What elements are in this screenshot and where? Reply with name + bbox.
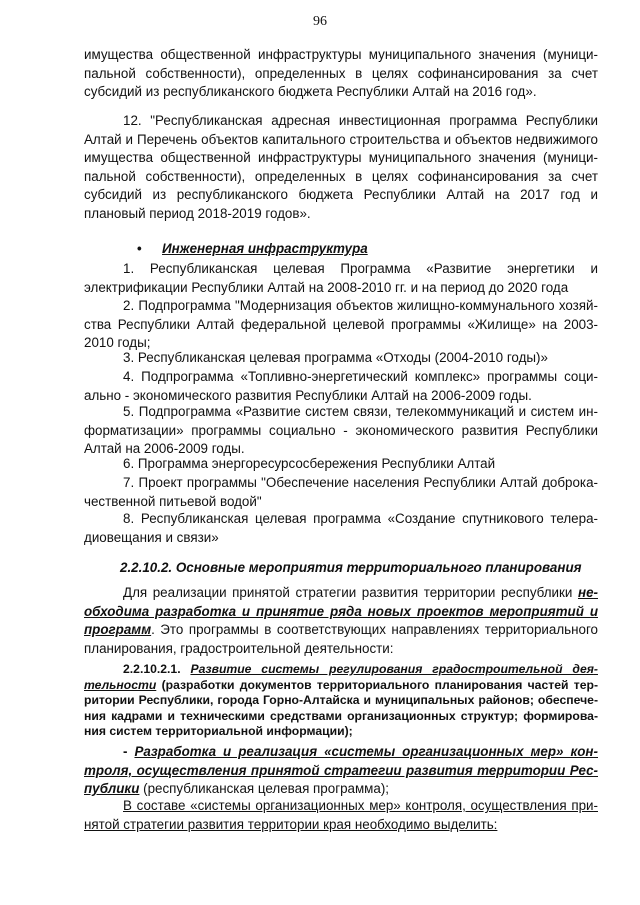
list-item-8: 8. Республиканская целевая программа «Создание спутникового телерадиовещания и связи» (84, 511, 598, 545)
section-heading-2-2-10-2: 2.2.10.2. Основные мероприятия территориального планирования (120, 560, 582, 575)
paragraph-last: В составе «системы организационных мер» контроля, осуществления принятой стратегии развития территории края необходимо выделить: (84, 798, 598, 832)
paragraph-2-2-10-2-1 (84, 662, 598, 740)
subsection-text: (разработки документов территориального планирования частей территории Республики, города Горно-Алтайска и муниципальных районов; обеспечения кадрами и техническими средствами организационных структур; формирования систем территориальной информации); (84, 677, 598, 739)
section-heading-engineering: Инженерная инфраструктура (162, 241, 368, 256)
page-number: 96 (313, 14, 327, 29)
development-emphasis: Разработка и реализация «системы организационных мер» контроля, осуществления принятой стратегии развития территории Республики (84, 744, 598, 797)
subsection-number: 2.2.10.2.1. (123, 662, 191, 676)
bullet-icon: • (137, 241, 142, 256)
paragraph-development (84, 743, 598, 799)
paragraph-continuation: имущества общественной инфраструктуры муниципального значения (муниципальной собственности), определенных в целях софинансирования за счет субсидий из республиканского бюджета Республики Алтай на 2016 год». (84, 47, 598, 100)
list-item-2: 2. Подпрограмма "Модернизация объектов жилищно-коммунального хозяйства Республики Алтай федеральной целевой программы «Жилище» на 2003-2010 годы; (84, 298, 598, 351)
dash: - (123, 744, 135, 759)
list-item-4: 4. Подпрограмма «Топливно-энергетический комплекс» программы социально - экономического развития Республики Алтай на 2006-2009 годы. (84, 369, 598, 403)
list-item-3: 3. Республиканская целевая программа «Отходы (2004-2010 годы)» (123, 350, 548, 365)
subsection-title: Развитие системы регулирования градостроительной деятельности (84, 662, 598, 692)
bullet-heading (137, 240, 368, 258)
paragraph-implementation (84, 584, 598, 658)
paragraph-12: 12. "Республиканская адресная инвестиционная программа Республики Алтай и Перечень объектов капитального строительства и объектов недвижимого имущества общественной инфраструктуры муниципального значения (муниципальной собственности), определенных в целях софинансирования за счет субсидий из республиканского бюджета Республики Алтай на 2017 год и плановый период 2018-2019 годов». (84, 113, 598, 221)
impl-text-start: Для реализации принятой стратегии развития территории республики (123, 585, 578, 600)
impl-emphasis: необходима разработка и принятие ряда новых проектов мероприятий и программ (84, 585, 598, 638)
development-text: (республиканская целевая программа); (139, 781, 390, 797)
list-item-6: 6. Программа энергоресурсосбережения Республики Алтай (123, 456, 496, 471)
list-item-5: 5. Подпрограмма «Развитие систем связи, телекоммуникаций и систем информатизации» программы социально - экономического развития Республики Алтай на 2006-2009 годы. (84, 404, 598, 457)
impl-text-end: . Это программы в соответствующих направлениях территориального планирования, градостроительной деятельности: (84, 622, 598, 656)
list-item-7: 7. Проект программы "Обеспечение населения Республики Алтай доброкачественной питьевой водой" (84, 475, 598, 509)
list-item-1: 1. Республиканская целевая Программа «Развитие энергетики и электрификации Республики Алтай на 2008-2010 гг. и на период до 2020 года (84, 261, 598, 295)
